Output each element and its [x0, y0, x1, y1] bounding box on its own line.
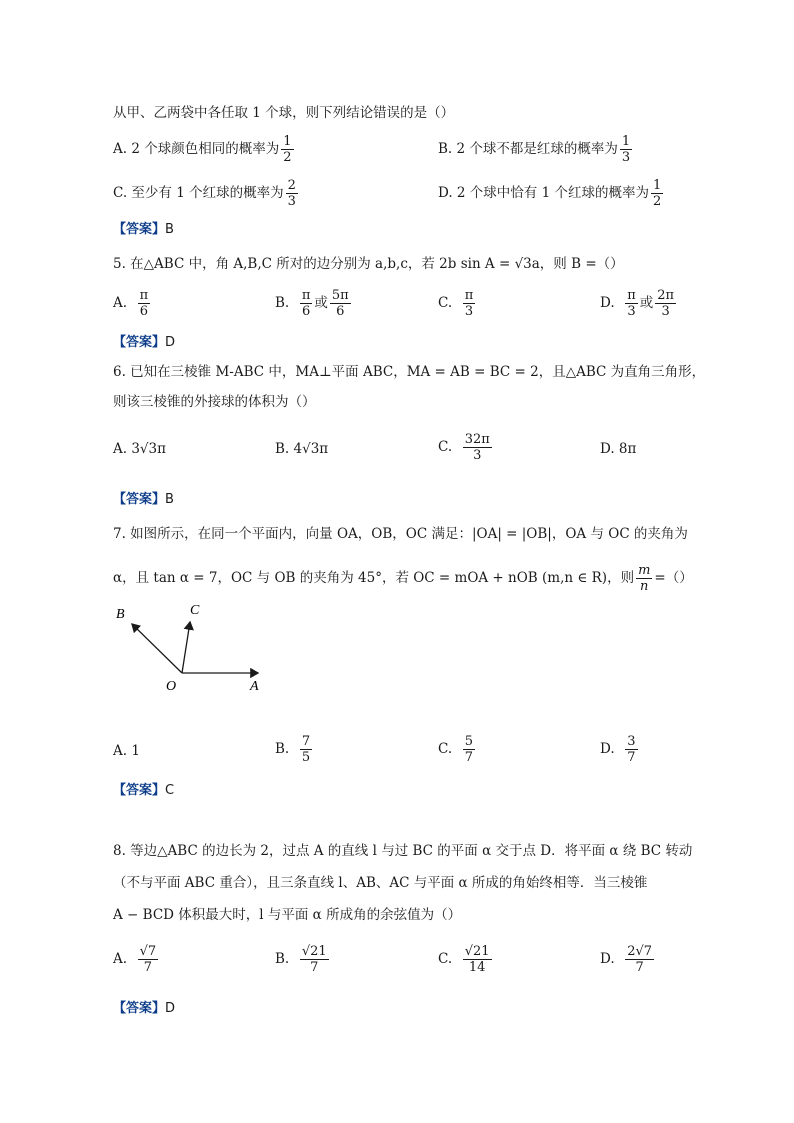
q7-option-b: B. $\frac{7}{5}$	[275, 734, 311, 765]
q7-option-a: A. 1	[113, 743, 140, 759]
q7-answer: 【答案】C	[113, 783, 175, 798]
q6-option-d: D. 8π	[600, 441, 637, 457]
q4-stem: 从甲、乙两袋中各任取 1 个球，则下列结论错误的是（）	[113, 105, 455, 121]
q5-option-d: D. $\frac{\pi}{3}$ 或 $\frac{2\pi}{3}$	[600, 288, 675, 319]
q8-stem-line3: A − BCD 体积最大时，l 与平面 α 所成角的余弦值为（）	[113, 907, 462, 923]
q4-option-c: C. 至少有 1 个红球的概率为 $\frac{2}{3}$	[113, 178, 296, 209]
q4-answer: 【答案】B	[113, 222, 174, 237]
q8-option-d: D. $\frac{2√7}{7}$	[600, 944, 653, 975]
figure-label-b: B	[116, 607, 125, 622]
q4-option-b: B. 2 个球不都是红球的概率为 $\frac{1}{3}$	[438, 134, 631, 165]
q6-option-c: C. $\frac{32\pi}{3}$	[438, 432, 490, 463]
q8-option-c: C. $\frac{√21}{14}$	[438, 944, 490, 975]
q8-option-b: B. $\frac{√21}{7}$	[275, 944, 327, 975]
q5-stem: 5. 在△ABC 中，角 A,B,C 所对的边分别为 a,b,c，若 2b sin A = √3a，则 B =（）	[113, 256, 624, 272]
vector-ob-line	[132, 624, 182, 673]
figure-label-c: C	[190, 603, 200, 618]
q8-stem-line1: 8. 等边△ABC 的边长为 2，过点 A 的直线 l 与过 BC 的平面 α 交于点 D．将平面 α 绕 BC 转动	[113, 843, 693, 859]
q7-option-c: C. $\frac{5}{7}$	[438, 734, 474, 765]
q6-stem-line1: 6. 已知在三棱锥 M-ABC 中，MA⊥平面 ABC，MA = AB = BC = 2，且△ABC 为直角三角形，	[113, 364, 706, 380]
figure-label-o: O	[166, 679, 177, 694]
q7-option-d: D. $\frac{3}{7}$	[600, 734, 636, 765]
q5-option-c: C. $\frac{\pi}{3}$	[438, 288, 474, 319]
q8-option-a: A. $\frac{√7}{7}$	[113, 944, 157, 975]
q6-option-a: A. 3√3π	[113, 441, 166, 457]
q7-vector-figure	[110, 598, 280, 698]
q6-answer: 【答案】B	[113, 492, 174, 507]
q5-option-b: B. $\frac{\pi}{6}$ 或 $\frac{5\pi}{6}$	[275, 288, 349, 319]
q4-option-a: A. 2 个球颜色相同的概率为 $\frac{1}{2}$	[113, 134, 292, 165]
q5-option-a: A. $\frac{\pi}{6}$	[113, 288, 149, 319]
q6-option-b: B. 4√3π	[275, 441, 329, 457]
q4-option-d: D. 2 个球中恰有 1 个红球的概率为 $\frac{1}{2}$	[438, 178, 662, 209]
q8-answer: 【答案】D	[113, 1001, 176, 1016]
q8-stem-line2: （不与平面 ABC 重合），且三条直线 l、AB、AC 与平面 α 所成的角始终相等．当三棱锥	[113, 875, 648, 891]
figure-label-a: A	[250, 679, 259, 694]
q7-stem-line1: 7. 如图所示，在同一个平面内，向量 OA，OB，OC 满足：|OA| = |OB|，OA 与 OC 的夹角为	[113, 526, 688, 542]
q6-stem-line2: 则该三棱锥的外接球的体积为（）	[113, 394, 316, 410]
q5-answer: 【答案】D	[113, 335, 176, 350]
q7-stem-line2: α，且 tan α = 7，OC 与 OB 的夹角为 45°，若 OC = mOA + nOB (m,n ∈ R)，则 $\frac{m}{n}$ =（）	[113, 563, 693, 594]
vector-oc-line	[182, 622, 190, 673]
